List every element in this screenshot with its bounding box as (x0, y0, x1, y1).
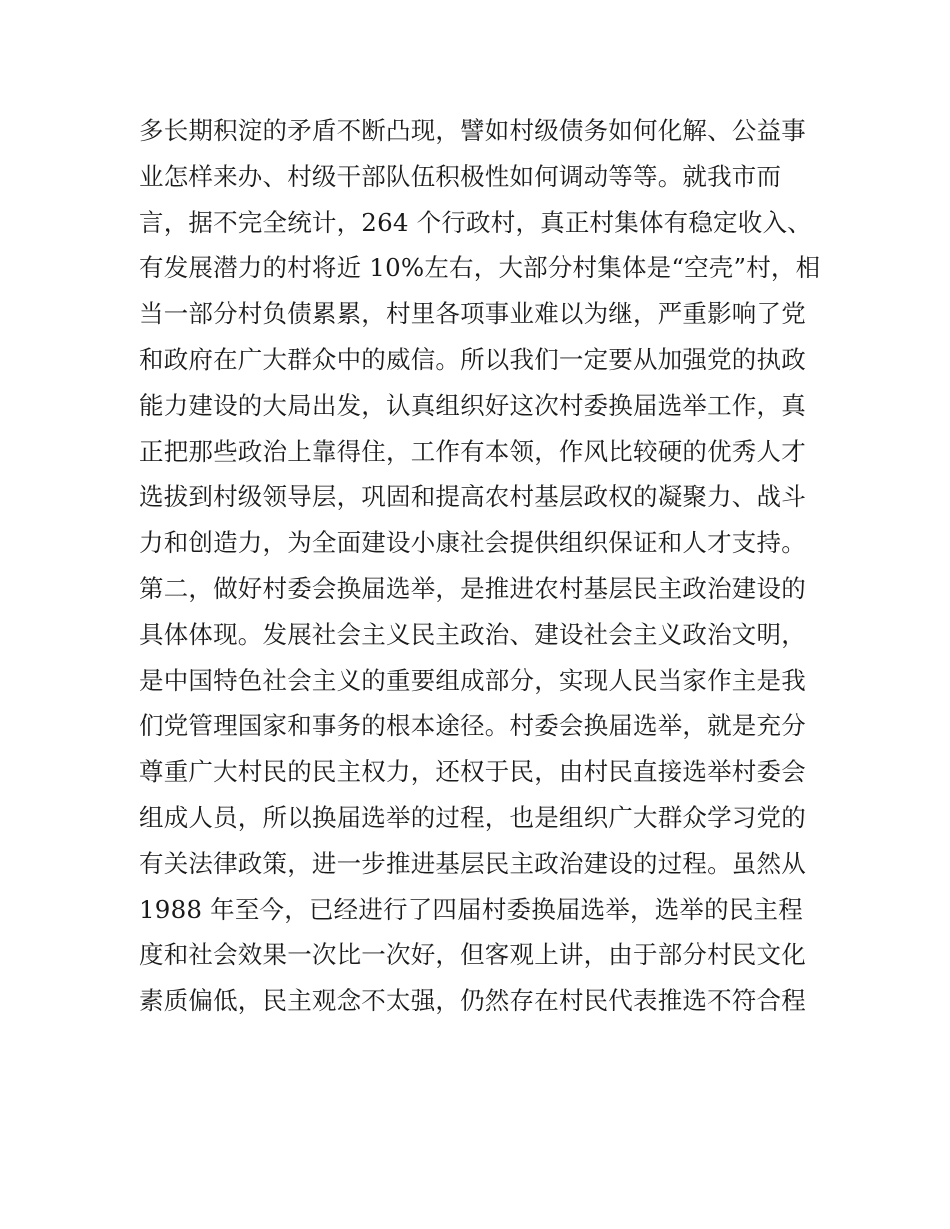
text-line: 当一部分村负债累累，村里各项事业难以为继，严重影响了党 (139, 299, 806, 329)
text-line: 多长期积淀的矛盾不断凸现，譬如村级债务如何化解、公益事 (139, 116, 806, 145)
text-line: 是中国特色社会主义的重要组成部分，实现人民当家作主是我 (139, 665, 806, 695)
text-line: 力和创造力，为全面建设小康社会提供组织保证和人才支持。 (139, 528, 806, 558)
text-line: 组成人员，所以换届选举的过程，也是组织广大群众学习党的 (139, 802, 806, 832)
text-line: 第二，做好村委会换届选举，是推进农村基层民主政治建设的 (139, 573, 806, 603)
text-line: 和政府在广大群众中的威信。所以我们一定要从加强党的执政 (139, 344, 806, 374)
text-line: 能力建设的大局出发，认真组织好这次村委换届选举工作，真 (139, 390, 806, 420)
text-line: 素质偏低，民主观念不太强，仍然存在村民代表推选不符合程 (139, 986, 806, 1016)
text-line: 度和社会效果一次比一次好，但客观上讲，由于部分村民文化 (139, 940, 806, 970)
text-line: 选拔到村级领导层，巩固和提高农村基层政权的凝聚力、战斗 (139, 482, 806, 512)
text-line: 尊重广大村民的民主权力，还权于民，由村民直接选举村委会 (139, 757, 806, 787)
text-line: 们党管理国家和事务的根本途径。村委会换届选举，就是充分 (139, 711, 806, 741)
text-line: 有发展潜力的村将近 10%左右，大部分村集体是“空壳”村，相 (139, 253, 821, 283)
text-line: 具体体现。发展社会主义民主政治、建设社会主义政治文明， (139, 619, 806, 649)
text-line: 正把那些政治上靠得住，工作有本领，作风比较硬的优秀人才 (139, 436, 806, 466)
text-line: 有关法律政策，进一步推进基层民主政治建设的过程。虽然从 (139, 848, 806, 878)
body-text (139, 108, 819, 1024)
text-line: 言，据不完全统计，264 个行政村，真正村集体有稳定收入、 (139, 207, 812, 237)
text-line: 1988 年至今，已经进行了四届村委换届选举，选举的民主程 (139, 894, 803, 924)
text-line: 业怎样来办、村级干部队伍积极性如何调动等等。就我市而 (139, 161, 782, 191)
